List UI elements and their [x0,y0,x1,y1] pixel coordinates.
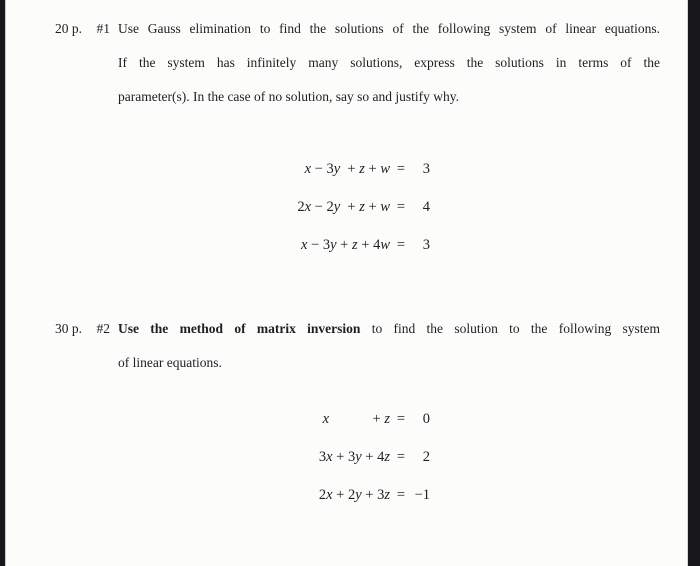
scan-edge-left [0,0,5,566]
problem-1-label [55,12,110,46]
problem-2-text-line-2: of linear equations. [118,355,222,370]
problem-2-statement [55,312,660,380]
equation-lhs: x − 3y + z + w [304,161,390,177]
equation-rhs: 3 [422,161,430,177]
equation-lhs: 2x + 2y + 3z [318,487,390,503]
equation-lhs: x + z [322,411,390,427]
problem-2-label [55,312,110,346]
equals-sign: = [396,449,406,465]
problem-1-text-line-1: Use Gauss elimination to find the solutions of the following system of linear equations. [118,21,660,36]
equation-lhs: 3x + 3y + 4z [318,449,390,465]
problem-1-text-line-2: If the system has infinitely many solutions, express the solutions in terms of the [118,55,660,70]
equation-rhs: 2 [422,449,430,465]
problem-2 [55,312,660,514]
problem-1-text [118,12,660,114]
problem-2-equations [240,400,660,514]
equals-sign: = [396,199,406,215]
equals-sign: = [396,161,406,177]
problem-1-statement [55,12,660,114]
equation-rhs: 3 [422,237,430,253]
equation-rhs: 0 [422,411,430,427]
problem-2-bold-method: Use the method of matrix inversion [118,321,361,336]
equals-sign: = [396,237,406,253]
equation-lhs: 2x − 2y + z + w [297,199,390,215]
problem-2-points: 30 p. [55,321,82,336]
equals-sign: = [396,487,406,503]
scan-edge-right [688,0,700,566]
problem-1 [55,12,660,264]
problem-2-number: #2 [96,321,110,336]
equation-rhs: −1 [414,487,430,503]
problem-2-text [118,312,660,380]
problem-2-text-line-1-rest: to find the solution to the following system [371,321,660,336]
document-content [55,12,660,514]
equation-lhs: x − 3y + z + 4w [300,237,390,253]
problem-1-equations [240,150,660,264]
problem-2-text-line-1 [118,312,660,346]
problem-1-points: 20 p. [55,21,82,36]
problem-1-text-line-3: parameter(s). In the case of no solution, say so and justify why. [118,89,460,104]
equals-sign: = [396,411,406,427]
equation-rhs: 4 [422,199,430,215]
problem-1-number: #1 [96,21,110,36]
